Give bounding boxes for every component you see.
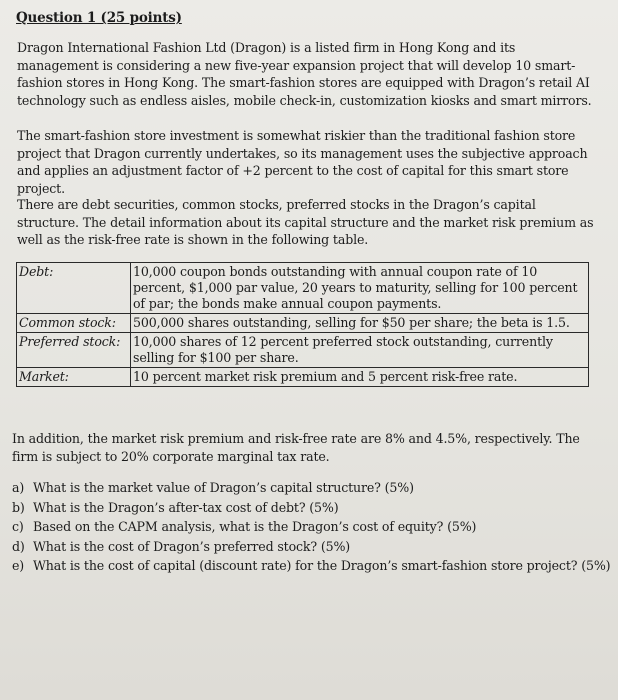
sub-question-list	[12, 478, 612, 576]
row-label: Preferred stock:	[17, 333, 131, 368]
sub-question-letter: d)	[12, 538, 25, 554]
list-item	[12, 556, 612, 576]
table-row-market	[17, 368, 589, 387]
row-label: Market:	[17, 368, 131, 387]
list-item	[12, 498, 612, 518]
row-label: Debt:	[17, 263, 131, 314]
row-detail: 10,000 coupon bonds outstanding with annual coupon rate of 10 percent, $1,000 par value, 20 years to maturity, selling for 100 percent of par; the bonds make annual coupon payments.	[131, 263, 589, 314]
table-row-common-stock	[17, 314, 589, 333]
risk-adjustment-paragraph: The smart-fashion store investment is somewhat riskier than the traditional fashion store project that Dragon currently undertakes, so its management uses the subjective approach and applies an adjustment factor of +2 percent to the cost of capital for this smart store project.	[17, 128, 588, 196]
intro-paragraph: Dragon International Fashion Ltd (Dragon) is a listed firm in Hong Kong and its management is considering a new five-year expansion project that will develop 10 smart-fashion stores in Hong Kong. The smart-fashion stores are equipped with Dragon’s retail AI technology such as endless aisles, mobile check-in, customization kiosks and smart mirrors.	[17, 40, 592, 108]
sub-question-letter: e)	[12, 558, 25, 573]
row-detail: 10,000 shares of 12 percent preferred stock outstanding, currently selling for $100 per share.	[131, 333, 589, 368]
sub-question-text: What is the Dragon’s after-tax cost of debt? (5%)	[33, 499, 339, 515]
sub-question-letter: c)	[12, 519, 24, 534]
list-item	[12, 478, 612, 498]
row-detail: 500,000 shares outstanding, selling for $50 per share; the beta is 1.5.	[131, 314, 589, 333]
sub-question-letter: a)	[12, 480, 25, 495]
row-label: Common stock:	[17, 314, 131, 333]
capital-structure-table	[16, 262, 589, 387]
row-detail: 10 percent market risk premium and 5 percent risk-free rate.	[131, 368, 589, 387]
list-item	[12, 537, 612, 557]
question-title: Question 1 (25 points)	[16, 10, 182, 26]
sub-question-text: What is the market value of Dragon’s capital structure? (5%)	[33, 480, 414, 495]
sub-question-text: What is the cost of capital (discount rate) for the Dragon’s smart-fashion store project? (5%)	[33, 558, 611, 573]
capital-structure-paragraph: There are debt securities, common stocks, preferred stocks in the Dragon’s capital structure. The detail information about its capital structure and the market risk premium as well as the risk-free rate is shown in the following table.	[17, 197, 594, 247]
table-row-debt	[17, 263, 589, 314]
table-row-preferred-stock	[17, 333, 589, 368]
sub-question-letter: b)	[12, 499, 25, 515]
sub-question-text: Based on the CAPM analysis, what is the Dragon’s cost of equity? (5%)	[33, 519, 477, 534]
list-item	[12, 517, 612, 537]
sub-question-text: What is the cost of Dragon’s preferred stock? (5%)	[33, 538, 351, 554]
additional-info-paragraph: In addition, the market risk premium and risk-free rate are 8% and 4.5%, respectively. The firm is subject to 20% corporate marginal tax rate.	[12, 431, 580, 464]
